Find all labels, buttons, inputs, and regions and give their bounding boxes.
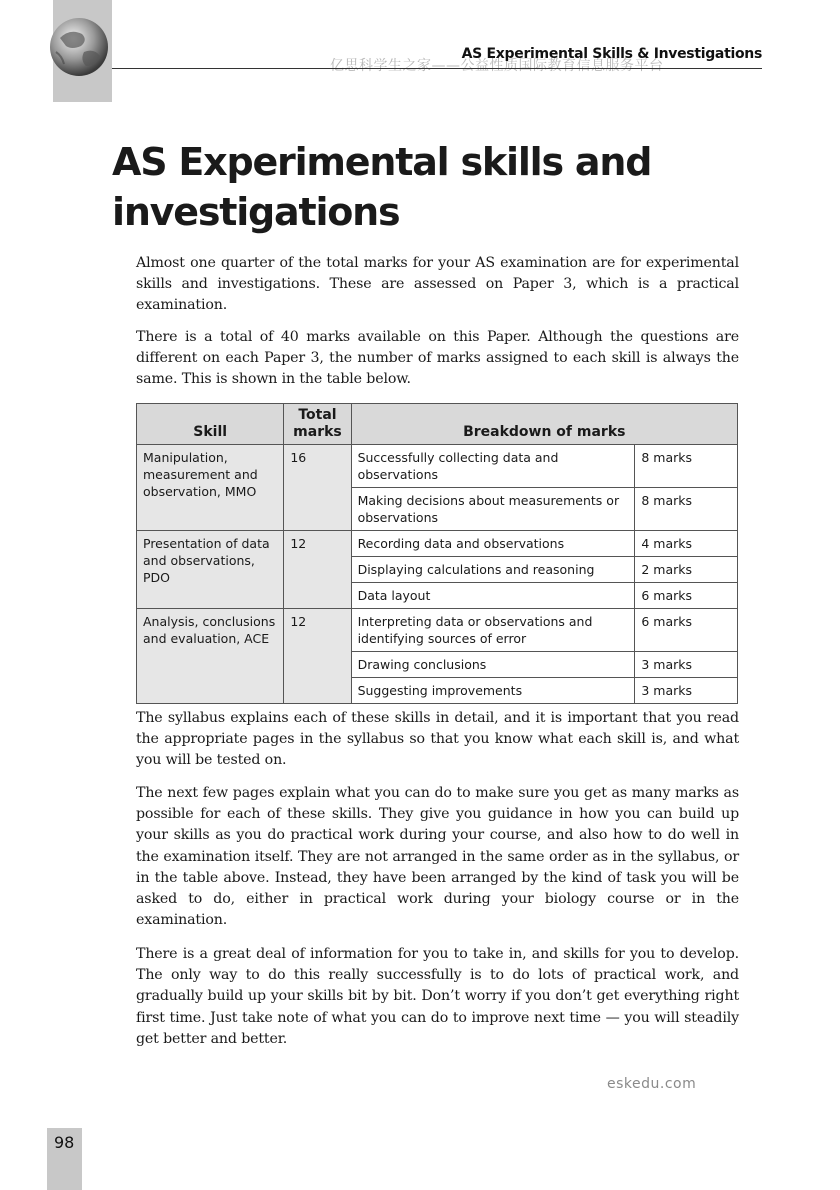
- globe-icon: [48, 16, 110, 78]
- header-total-marks: Total marks: [284, 404, 351, 445]
- skill-cell: Analysis, conclusions and evaluation, ACE: [137, 609, 284, 704]
- breakdown-marks: 8 marks: [635, 488, 738, 531]
- total-cell: 12: [284, 531, 351, 609]
- total-cell: 16: [284, 445, 351, 531]
- page-title: AS Experimental skills and investigations: [112, 140, 652, 234]
- paragraph-intro: Almost one quarter of the total marks for your AS examination are for experimental skills and investigations. These are assessed on Paper 3, which is a practical examination.: [136, 255, 739, 314]
- breakdown-marks: 3 marks: [635, 652, 738, 678]
- breakdown-item: Successfully collecting data and observations: [351, 445, 635, 488]
- breakdown-item: Drawing conclusions: [351, 652, 635, 678]
- header-skill: Skill: [137, 404, 284, 445]
- watermark-text: 亿思科学生之家——公益性质国际教育信息服务平台: [330, 58, 664, 74]
- total-cell: 12: [284, 609, 351, 704]
- paragraph-guidance: The next few pages explain what you can do to make sure you get as many marks as possible for each of these skills. They give you guidance in how you can build up your skills as you do practical work during your course, and also how to do well in the examination itself. They are not arranged in the same order as in the syllabus, or in the table above. Instead, they have been arranged by the kind of task you will be asked to do, either in practical work during your biology course or in the examination.: [136, 785, 739, 929]
- skill-cell: Manipulation, measurement and observation, MMO: [137, 445, 284, 531]
- breakdown-marks: 6 marks: [635, 583, 738, 609]
- breakdown-item: Displaying calculations and reasoning: [351, 557, 635, 583]
- breakdown-item: Interpreting data or observations and identifying sources of error: [351, 609, 635, 652]
- breakdown-item: Making decisions about measurements or observations: [351, 488, 635, 531]
- table-row: [137, 445, 738, 488]
- breakdown-item: Suggesting improvements: [351, 678, 635, 704]
- breakdown-marks: 4 marks: [635, 531, 738, 557]
- page-number: 98: [54, 1133, 75, 1152]
- skill-cell: Presentation of data and observations, PDO: [137, 531, 284, 609]
- paragraph-marks-total: There is a total of 40 marks available on this Paper. Although the questions are different on each Paper 3, the number of marks assigned to each skill is always the same. This is shown in the table below.: [136, 329, 739, 388]
- header-breakdown: Breakdown of marks: [351, 404, 737, 445]
- site-watermark: eskedu.com: [607, 1076, 697, 1092]
- breakdown-marks: 2 marks: [635, 557, 738, 583]
- breakdown-item: Data layout: [351, 583, 635, 609]
- running-head: AS Experimental Skills & Investigations: [461, 46, 762, 62]
- breakdown-marks: 8 marks: [635, 445, 738, 488]
- paragraph-syllabus: The syllabus explains each of these skills in detail, and it is important that you read the appropriate pages in the syllabus so that you know what each skill is, and what you will be tested on.: [136, 710, 739, 769]
- breakdown-item: Recording data and observations: [351, 531, 635, 557]
- table-row: [137, 609, 738, 652]
- breakdown-marks: 6 marks: [635, 609, 738, 652]
- breakdown-marks: 3 marks: [635, 678, 738, 704]
- table-row: [137, 531, 738, 557]
- table-header-row: [137, 404, 738, 445]
- header-rule: [112, 68, 762, 69]
- paragraph-practice: There is a great deal of information for you to take in, and skills for you to develop. The only way to do this really successfully is to do lots of practical work, and gradually build up your skills bit by bit. Don’t worry if you don’t get everything right first time. Just take note of what you can do to improve next time — you will steadily get better and better.: [136, 946, 739, 1047]
- skills-marks-table: [136, 403, 738, 704]
